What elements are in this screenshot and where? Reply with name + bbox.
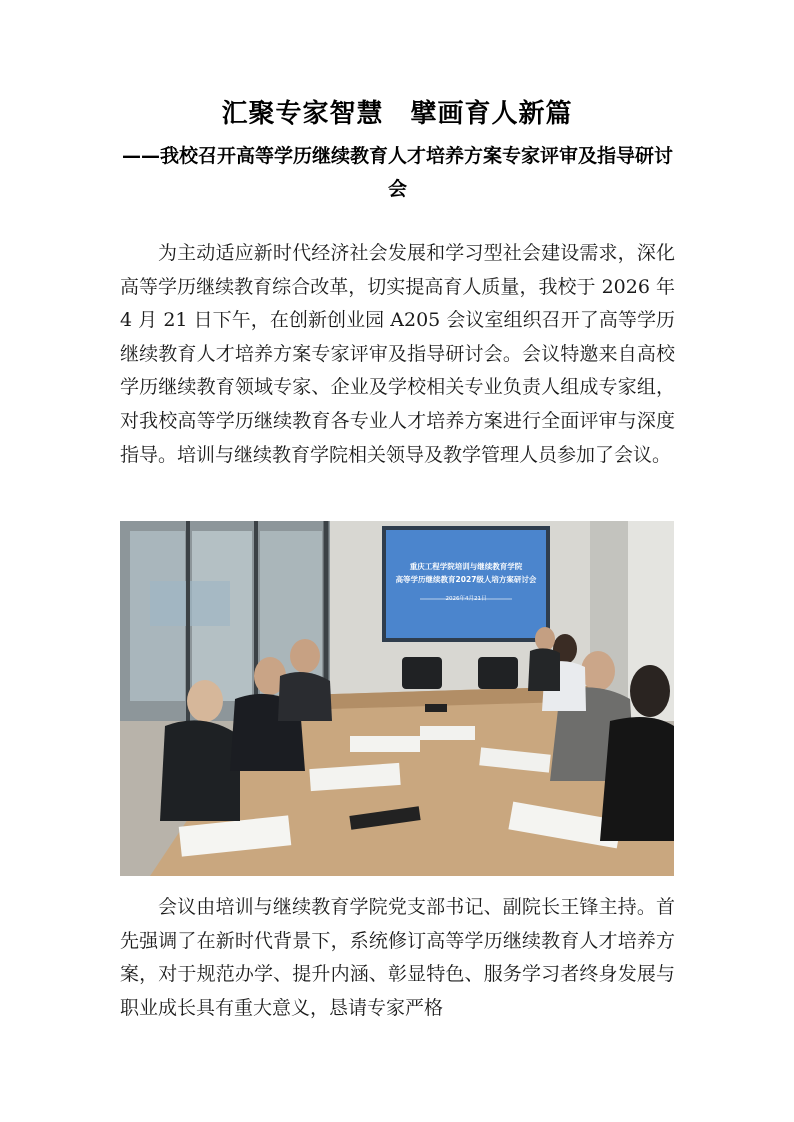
screen-title-line-2: 高等学历继续教育2027级人培方案研讨会 [395, 575, 537, 584]
body-paragraph-1: 为主动适应新时代经济社会发展和学习型社会建设需求，深化高等学历继续教育综合改革，切实提高育人质量，我校于 2026 年 4 月 21 日下午，在创新创业园 A205 会议室组织召开了高等学历继续教育人才培养方案专家评审及指导研讨会。会议特邀来自高校学历继续教育领域专家、企业及学校相关专业负责人组成专家组，对我校高等学历继续教育各专业人才培养方案进行全面评审与深度指导。培训与继续教育学院相关领导及教学管理人员参加了会议。 [120, 242, 675, 466]
document-subtitle: ——我校召开高等学历继续教育人才培养方案专家评审及指导研讨会 [121, 145, 673, 200]
meeting-photo [120, 521, 674, 876]
screen-date: 2026年4月21日 [445, 596, 487, 602]
screen-title-line-1: 重庆工程学院培训与继续教育学院 [409, 562, 523, 571]
body-paragraph-2: 会议由培训与继续教育学院党支部书记、副院长王锋主持。首先强调了在新时代背景下，系统修订高等学历继续教育人才培养方案，对于规范办学、提升内涵、彰显特色、服务学习者终身发展与职业成长具有重大意义，恳请专家严格 [120, 896, 675, 1019]
document-title: 汇聚专家智慧 擘画育人新篇 [221, 99, 573, 129]
